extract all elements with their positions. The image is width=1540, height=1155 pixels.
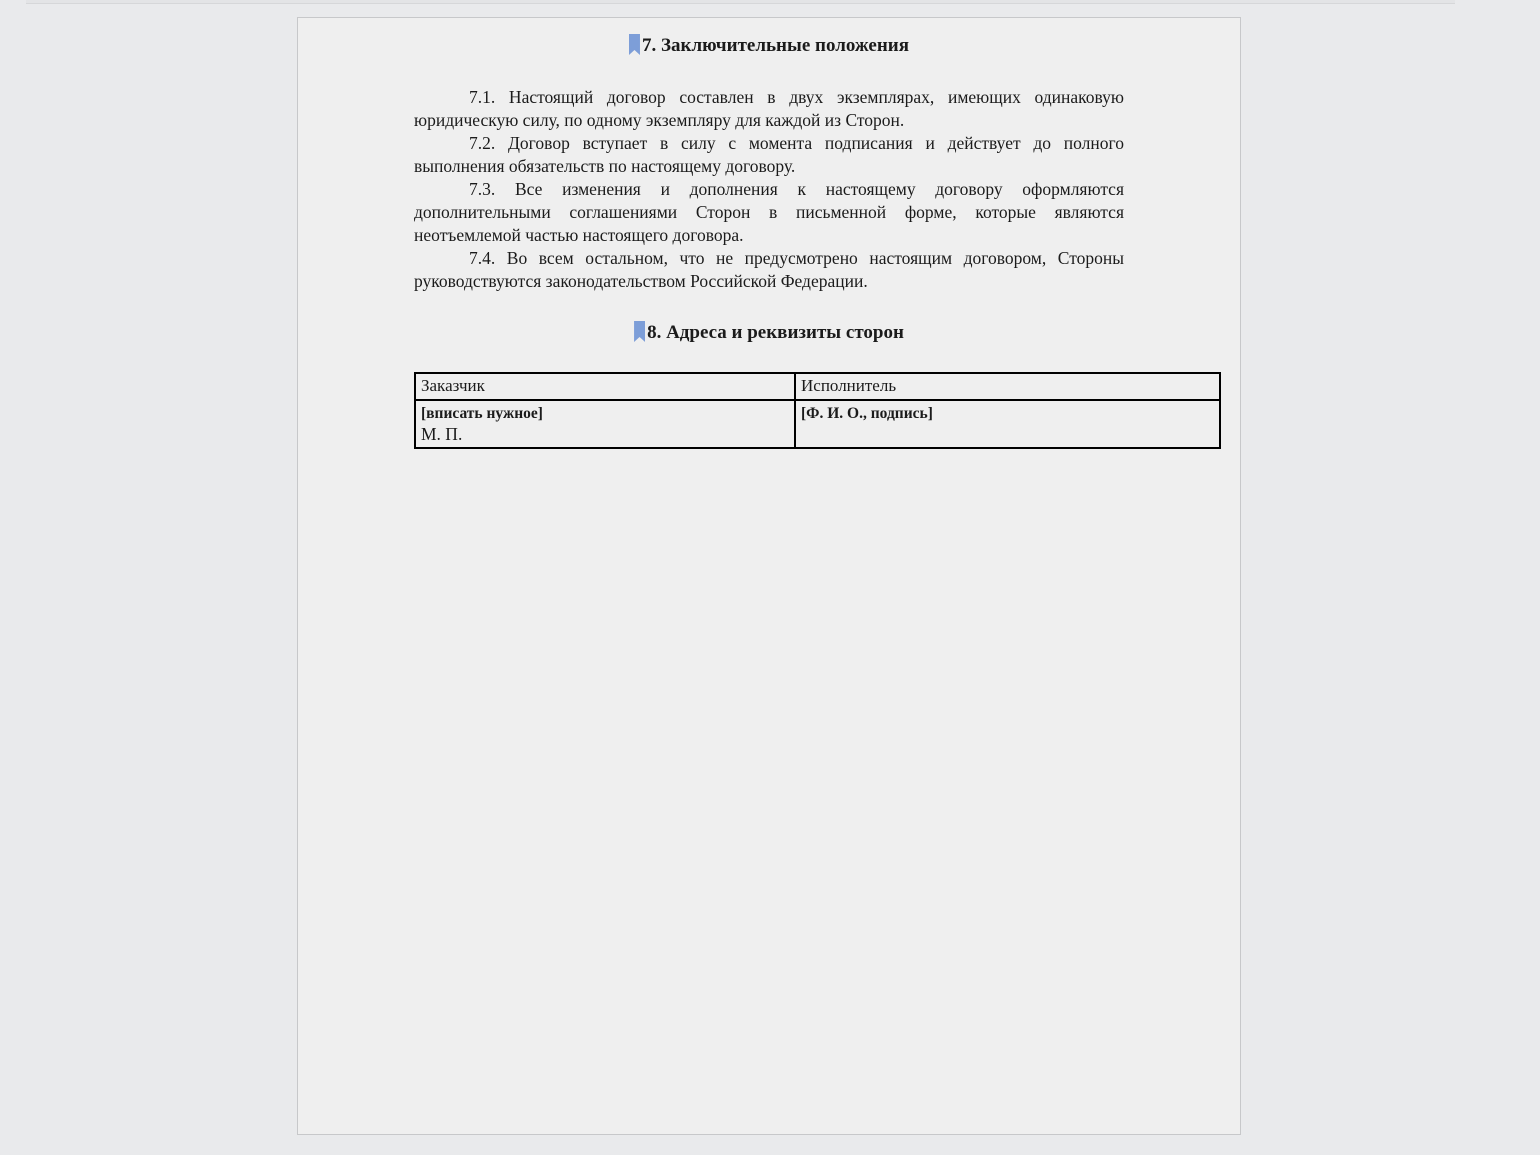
paragraph-7-4: 7.4. Во всем остальном, что не предусмотрено настоящим договором, Стороны руководствуются законодательством Российской Федерации. [414, 248, 1124, 291]
paragraph-7-3: 7.3. Все изменения и дополнения к настоящему договору оформляются дополнительными соглашениями Сторон в письменной форме, которые являются неотъемлемой частью настоящего договора. [414, 179, 1124, 245]
document-page [297, 17, 1241, 1135]
paragraph-7-1: 7.1. Настоящий договор составлен в двух экземплярах, имеющих одинаковую юридическую силу, по одному экземпляру для каждой из Сторон. [414, 87, 1124, 130]
section-8-heading [414, 321, 1124, 344]
section-7-heading [414, 34, 1124, 57]
customer-fill-placeholder: [вписать нужное] [421, 405, 543, 422]
requisites-table [414, 372, 1221, 449]
customer-cell [415, 400, 795, 448]
section-7-heading-text: 7. Заключительные положения [641, 35, 910, 56]
table-row [415, 400, 1220, 448]
executor-cell [795, 400, 1220, 448]
executor-column-header: Исполнитель [795, 373, 1220, 400]
executor-fill-placeholder: [Ф. И. О., подпись] [801, 405, 933, 422]
customer-column-header: Заказчик [415, 373, 795, 400]
bookmark-icon[interactable] [629, 34, 640, 55]
customer-seal-label: М. П. [421, 424, 463, 444]
bookmark-icon[interactable] [634, 321, 645, 342]
section-8-heading-text: 8. Адреса и реквизиты сторон [647, 322, 904, 343]
section-7-body [414, 86, 1124, 293]
paragraph-7-2: 7.2. Договор вступает в силу с момента подписания и действует до полного выполнения обязательств по настоящему договору. [414, 133, 1124, 176]
table-header-row [415, 373, 1220, 400]
previous-page-edge [26, 0, 1455, 4]
